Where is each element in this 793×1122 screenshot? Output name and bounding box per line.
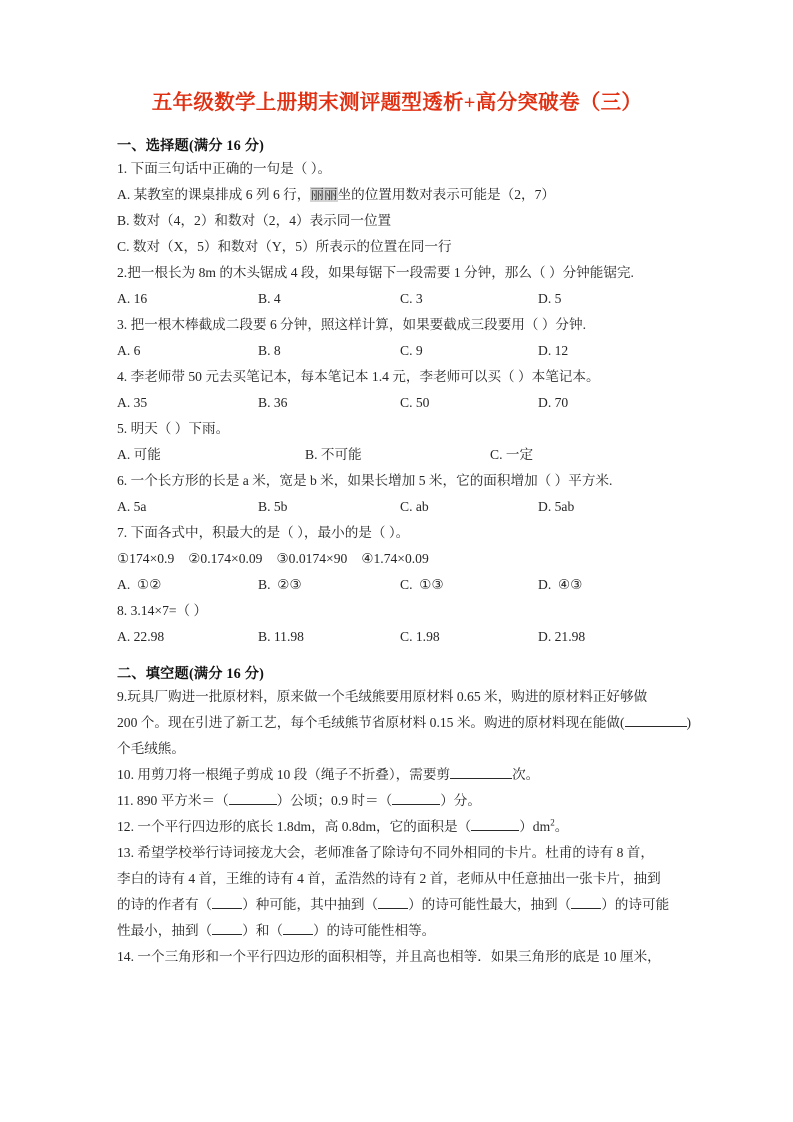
question-8-text: 3.14×7=（ ） (130, 603, 208, 618)
question-7-option-a[interactable] (117, 572, 161, 598)
question-6-option-c[interactable] (400, 494, 429, 520)
question-13 (117, 840, 677, 944)
option-label: A. (117, 447, 131, 462)
question-13-text-4c: ）的诗可能性相等。 (312, 923, 436, 938)
question-3-text: 把一根木棒截成二段要 6 分钟，照这样计算，如果要截成三段要用（ ）分钟. (130, 317, 586, 332)
question-6-option-a[interactable] (117, 494, 146, 520)
question-10-text-2: 次。 (512, 767, 540, 782)
question-4-options (117, 390, 677, 416)
question-2-number: 2. (117, 265, 128, 280)
question-8-option-a[interactable] (117, 624, 164, 650)
option-label: C. (400, 395, 413, 410)
question-6-option-d[interactable] (538, 494, 574, 520)
option-text-post: 坐的位置用数对表示可能是（2，7） (337, 187, 556, 202)
question-13-text-1: 希望学校举行诗词接龙大会，老师准备了除诗句不同外相同的卡片。杜甫的诗有 8 首， (137, 845, 654, 860)
question-7-option-b[interactable] (258, 572, 302, 598)
question-3-stem (117, 312, 677, 338)
question-5-text: 明天（ ）下雨。 (130, 421, 230, 436)
question-8-options (117, 624, 677, 650)
option-label: D. (538, 577, 552, 592)
option-label: C. (400, 291, 413, 306)
expression-4: ④1.74×0.09 (361, 551, 429, 566)
question-9-text-2: 200 个。现在引进了新工艺，每个毛绒熊节省原材料 0.15 米。购进的原材料现在能做( (117, 715, 625, 730)
question-2-text: 把一根长为 8m 的木头锯成 4 段，如果每锯下一段需要 1 分钟，那么（ ）分钟能锯完. (127, 265, 634, 280)
section-heading-choice: 一、选择题(满分 16 分) (117, 138, 265, 154)
question-5-stem (117, 416, 677, 442)
question-4-stem (117, 364, 677, 390)
question-10-number: 10. (117, 767, 134, 782)
option-label: D. (538, 395, 552, 410)
option-text: 5ab (554, 499, 575, 514)
answer-blank[interactable] (283, 934, 313, 935)
question-7-stem (117, 520, 677, 546)
option-text: 36 (273, 395, 288, 410)
question-9-line-3 (117, 736, 677, 762)
question-1-text: 下面三句话中正确的一句是（ ）。 (130, 161, 332, 176)
option-text: 4 (273, 291, 281, 306)
question-9-text-3: ) (686, 715, 692, 730)
question-3-option-a[interactable] (117, 338, 140, 364)
answer-blank[interactable] (212, 908, 242, 909)
option-text: 70 (554, 395, 569, 410)
question-1-option-b[interactable] (117, 208, 677, 234)
page-title: 五年级数学上册期末测评题型透析+高分突破卷（三） (151, 92, 643, 114)
option-text: 数对（X，5）和数对（Y，5）所表示的位置在同一行 (132, 239, 452, 254)
question-9-text-1: 玩具厂购进一批原材料，原来做一个毛绒熊要用原材料 0.65 米，购进的原材料正好够做 (127, 689, 648, 704)
question-12 (117, 814, 677, 840)
expression-1: ①174×0.9 (117, 551, 175, 566)
option-label: C. (400, 577, 413, 592)
option-text: 50 (415, 395, 430, 410)
question-4-option-d[interactable] (538, 390, 568, 416)
option-text-pre: 某教室的课桌排成 6 列 6 行， (133, 187, 311, 202)
option-text: 数对（4，2）和数对（2，4）表示同一位置 (132, 213, 392, 228)
option-text: 可能 (133, 447, 161, 462)
question-14 (117, 944, 677, 970)
option-label: C. (400, 629, 413, 644)
question-11-text-2: ）公顷；0.9 时＝（ (276, 793, 393, 808)
question-8-option-c[interactable] (400, 624, 440, 650)
question-2-option-c[interactable] (400, 286, 423, 312)
option-text: 不可能 (320, 447, 362, 462)
answer-blank[interactable] (229, 804, 277, 805)
option-text: ④③ (558, 577, 583, 592)
question-5-option-c[interactable] (490, 442, 533, 468)
question-12-text-1: 一个平行四边形的底长 1.8dm，高 0.8dm，它的面积是（ (137, 819, 472, 834)
option-label: A. (117, 395, 131, 410)
option-label: C. (400, 499, 413, 514)
question-10 (117, 762, 677, 788)
question-13-line-1 (117, 840, 677, 866)
question-7-option-c[interactable] (400, 572, 444, 598)
option-label: B. (258, 577, 271, 592)
question-1-option-a[interactable] (117, 182, 677, 208)
question-5-number: 5. (117, 421, 128, 436)
question-8-option-d[interactable] (538, 624, 585, 650)
question-3-options (117, 338, 677, 364)
option-label: D. (538, 291, 552, 306)
question-13-line-4 (117, 918, 677, 944)
option-label: B. (258, 343, 271, 358)
expression-2: ②0.174×0.09 (188, 551, 263, 566)
question-5-option-a[interactable] (117, 442, 161, 468)
question-11-number: 11. (117, 793, 134, 808)
answer-blank[interactable] (212, 934, 242, 935)
question-6-text: 一个长方形的长是 a 米，宽是 b 米，如果长增加 5 米，它的面积增加（ ）平方米. (130, 473, 613, 488)
question-10-text-1: 用剪刀将一根绳子剪成 10 段（绳子不折叠），需要剪 (137, 767, 451, 782)
question-2-options (117, 286, 677, 312)
option-text: 1.98 (415, 629, 440, 644)
option-label: A. (117, 343, 131, 358)
option-label: B. (258, 499, 271, 514)
unit-exponent: 2 (550, 817, 555, 828)
answer-blank[interactable] (450, 778, 512, 779)
question-12-text-3: 。 (554, 819, 569, 834)
option-text: 12 (554, 343, 569, 358)
question-1-stem (117, 156, 677, 182)
expression-3: ③0.0174×90 (276, 551, 348, 566)
question-13-text-3b: ）种可能，其中抽到（ (242, 897, 379, 912)
option-label: A. (117, 291, 131, 306)
answer-blank[interactable] (471, 830, 519, 831)
option-text: 22.98 (133, 629, 165, 644)
question-5-options (117, 442, 677, 468)
option-label: A. (117, 577, 131, 592)
highlighted-name: 丽丽 (310, 187, 338, 202)
question-9-text-4: 个毛绒熊。 (117, 741, 185, 756)
option-label: C. (400, 343, 413, 358)
question-8-number: 8. (117, 603, 128, 618)
question-9-line-2 (117, 710, 692, 736)
question-12-text-2: ）dm (519, 819, 551, 834)
option-text: 35 (133, 395, 148, 410)
question-4-option-c[interactable] (400, 390, 429, 416)
question-13-text-2: 李白的诗有 4 首，王维的诗有 4 首，孟浩然的诗有 2 首，老师从中任意抽出一张卡片，抽到 (117, 871, 661, 886)
option-text: 5 (554, 291, 562, 306)
option-label: B. (258, 395, 271, 410)
option-label: A. (117, 187, 131, 202)
question-3-option-d[interactable] (538, 338, 568, 364)
option-label: B. (305, 447, 318, 462)
question-11 (117, 788, 677, 814)
option-text: 16 (133, 291, 148, 306)
answer-blank[interactable] (571, 908, 601, 909)
question-2-option-d[interactable] (538, 286, 561, 312)
question-4-option-b[interactable] (258, 390, 287, 416)
option-label: D. (538, 343, 552, 358)
option-text: 9 (415, 343, 423, 358)
question-7-option-d[interactable] (538, 572, 582, 598)
question-7-expressions (117, 546, 677, 572)
option-label: B. (117, 213, 130, 228)
question-7-text: 下面各式中，积最大的是（ ），最小的是（ ）。 (130, 525, 410, 540)
question-2-option-a[interactable] (117, 286, 147, 312)
question-13-text-4a: 性最小，抽到（ (117, 923, 213, 938)
question-1-number: 1. (117, 161, 128, 176)
option-text: 5b (273, 499, 288, 514)
question-13-line-2 (117, 866, 677, 892)
question-14-text-1: 一个三角形和一个平行四边形的面积相等，并且高也相等．如果三角形的底是 10 厘米， (137, 949, 661, 964)
option-text: 一定 (505, 447, 534, 462)
question-13-text-4b: ）和（ (242, 923, 283, 938)
option-text: 3 (415, 291, 423, 306)
option-text: 6 (133, 343, 141, 358)
option-text: 5a (133, 499, 147, 514)
question-3-number: 3. (117, 317, 128, 332)
option-label: D. (538, 499, 552, 514)
question-6-stem (117, 468, 677, 494)
question-2-stem (117, 260, 677, 286)
question-13-text-3d: ）的诗可能 (601, 897, 670, 912)
option-label: A. (117, 499, 131, 514)
question-2-option-b[interactable] (258, 286, 281, 312)
question-4-text: 李老师带 50 元去买笔记本，每本笔记本 1.4 元，李老师可以买（ ）本笔记本。 (130, 369, 600, 384)
option-label: B. (258, 291, 271, 306)
question-7-options (117, 572, 677, 598)
question-8-option-b[interactable] (258, 624, 304, 650)
option-label: A. (117, 629, 131, 644)
option-text: ①③ (419, 577, 444, 592)
option-text: ②③ (277, 577, 302, 592)
question-14-number: 14. (117, 949, 134, 964)
question-4-number: 4. (117, 369, 128, 384)
question-3-option-c[interactable] (400, 338, 423, 364)
section-heading-fill-blank: 二、填空题(满分 16 分) (117, 666, 265, 682)
question-9-line-1 (117, 684, 677, 710)
question-13-text-3c: ）的诗可能性最大，抽到（ (408, 897, 572, 912)
option-text: ①② (137, 577, 162, 592)
option-text: 11.98 (273, 629, 304, 644)
question-9-number: 9. (117, 689, 128, 704)
answer-blank[interactable] (625, 726, 687, 727)
answer-blank[interactable] (392, 804, 440, 805)
question-7-number: 7. (117, 525, 128, 540)
question-6-option-b[interactable] (258, 494, 287, 520)
option-text: 8 (273, 343, 281, 358)
question-4-option-a[interactable] (117, 390, 147, 416)
question-11-text-1: 890 平方米＝（ (136, 793, 229, 808)
question-13-line-3 (117, 892, 677, 918)
question-3-option-b[interactable] (258, 338, 281, 364)
question-9 (117, 684, 692, 762)
question-13-number: 13. (117, 845, 134, 860)
answer-blank[interactable] (378, 908, 408, 909)
option-label: B. (258, 629, 271, 644)
option-text: ab (415, 499, 429, 514)
question-6-number: 6. (117, 473, 128, 488)
question-13-text-3a: 的诗的作者有（ (117, 897, 213, 912)
question-6-options (117, 494, 677, 520)
question-12-number: 12. (117, 819, 134, 834)
question-1-option-c[interactable] (117, 234, 677, 260)
option-label: C. (117, 239, 130, 254)
question-5-option-b[interactable] (305, 442, 362, 468)
option-label: C. (490, 447, 503, 462)
option-label: D. (538, 629, 552, 644)
question-8-stem (117, 598, 677, 624)
question-11-text-3: ）分。 (440, 793, 481, 808)
option-text: 21.98 (554, 629, 586, 644)
